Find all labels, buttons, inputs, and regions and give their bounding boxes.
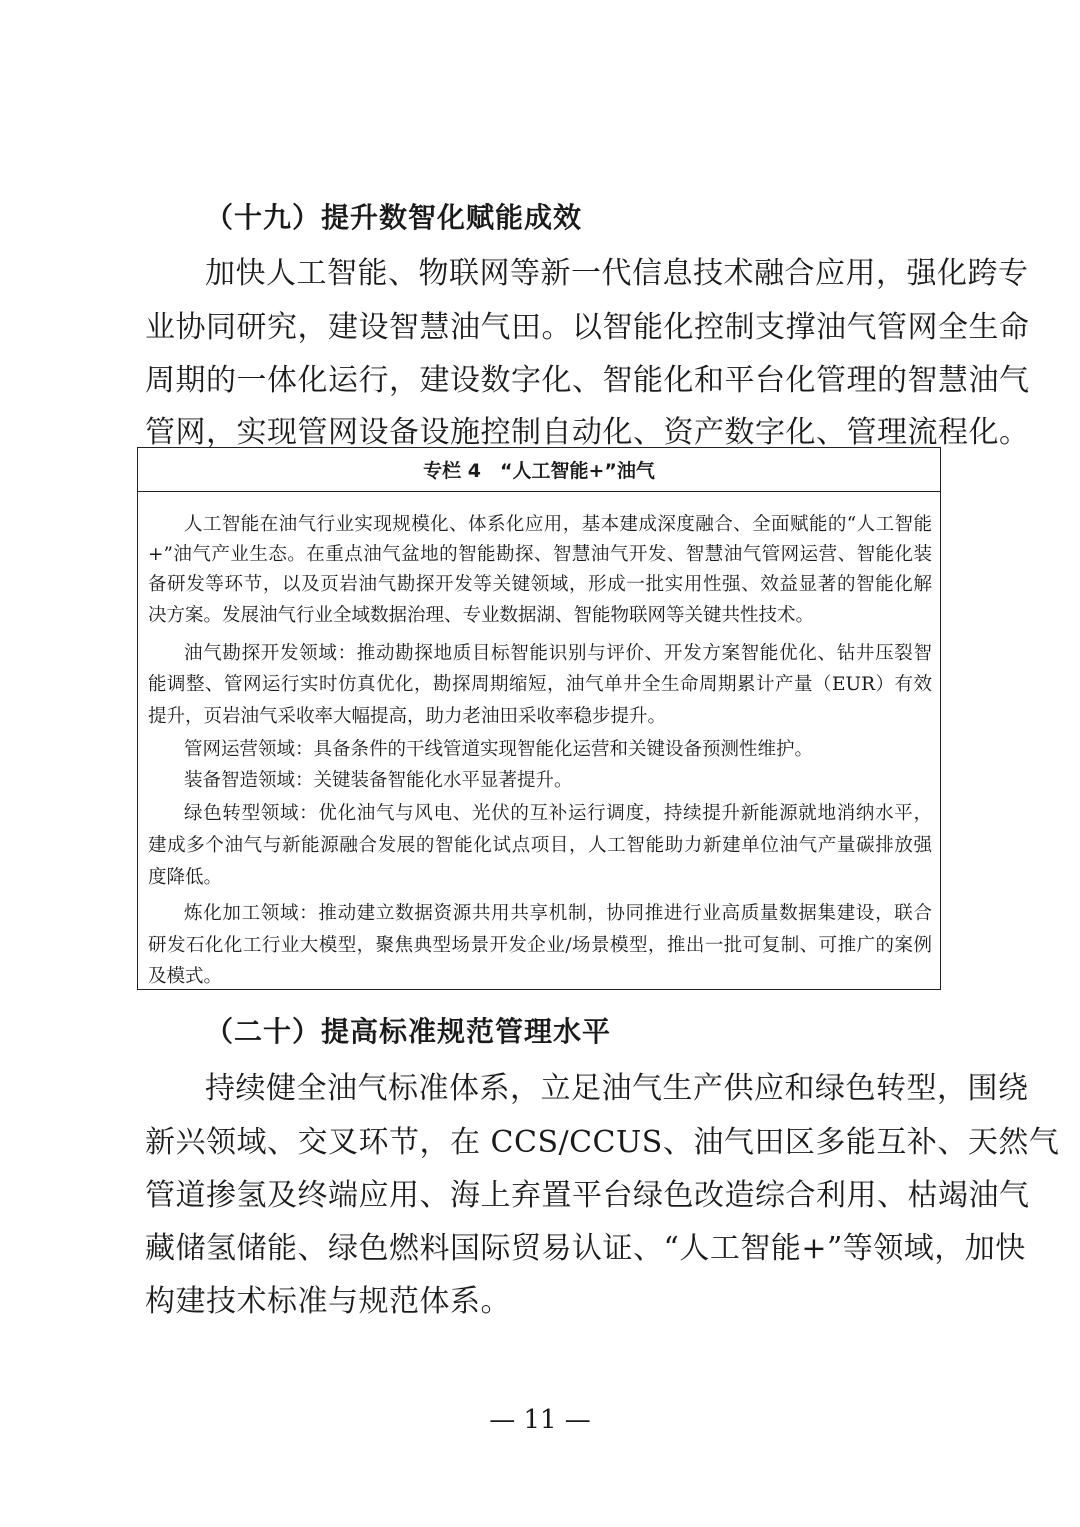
box-item-pipeline-line: 管网运营领域：具备条件的干线管道实现智能化运营和关键设备预测性维护。 xyxy=(184,739,814,760)
section-19-heading: （十九）提升数智化赋能成效 xyxy=(205,201,583,234)
section-20-line-5: 构建技术标准与规范体系。 xyxy=(145,1284,511,1319)
box-intro-line-4: 决方案。发展油气行业全域数据治理、专业数据湖、智能物联网等关键共性技术。 xyxy=(148,605,815,626)
box-item-equipment-label: 装备智造领域： xyxy=(184,770,314,791)
special-column-box xyxy=(137,447,941,990)
box-item-green-line-3: 度降低。 xyxy=(148,867,223,888)
section-20-line-3: 管道掺氢及终端应用、海上弃置平台绿色改造综合利用、枯竭油气 xyxy=(145,1178,1030,1213)
page-number: — 11 — xyxy=(489,1405,591,1435)
section-19-line-4: 管网，实现管网设备设施控制自动化、资产数字化、管理流程化。 xyxy=(145,415,1030,450)
box-item-green-line-1: 绿色转型领域：优化油气与风电、光伏的互补运行调度，持续提升新能源就地消纳水平， xyxy=(184,803,932,824)
box-item-refining-line-1: 炼化加工领域：推动建立数据资源共用共享机制，协同推进行业高质量数据集建设，联合 xyxy=(184,903,932,924)
section-19-line-2: 业协同研究，建设智慧油气田。以智能化控制支撑油气管网全生命 xyxy=(145,310,1030,345)
box-item-refining-line-2: 研发石化化工行业大模型，聚焦典型场景开发企业/场景模型，推出一批可复制、可推广的案例 xyxy=(148,935,932,956)
special-column-title: 专栏 4 “人工智能+”油气 xyxy=(423,460,655,482)
box-item-refining-label: 炼化加工领域： xyxy=(184,903,319,924)
section-19-line-3: 周期的一体化运行，建设数字化、智能化和平台化管理的智慧油气 xyxy=(145,363,1030,398)
box-item-exploration-line-3: 提升，页岩油气采收率大幅提高，助力老油田采收率稳步提升。 xyxy=(148,706,667,727)
box-item-equipment-line: 装备智造领域：关键装备智能化水平显著提升。 xyxy=(184,770,573,791)
box-item-green-line-2: 建成多个油气与新能源融合发展的智能化试点项目，人工智能助力新建单位油气产量碳排放强 xyxy=(148,835,932,856)
box-item-exploration-line-2: 能调整、管网运行实时仿真优化，勘探周期缩短，油气单井全生命周期累计产量（EUR）有效 xyxy=(148,674,932,695)
section-19-line-1: 加快人工智能、物联网等新一代信息技术融合应用，强化跨专 xyxy=(205,256,1029,291)
box-item-green-label: 绿色转型领域： xyxy=(184,803,319,824)
section-20-heading: （二十）提高标准规范管理水平 xyxy=(205,1015,612,1048)
box-item-pipeline-label: 管网运营领域： xyxy=(184,739,314,760)
section-20-line-2: 新兴领域、交叉环节，在 CCS/CCUS、油气田区多能互补、天然气 xyxy=(145,1125,1060,1160)
section-20-line-4: 藏储氢储能、绿色燃料国际贸易认证、“人工智能+”等领域，加快 xyxy=(145,1231,1026,1266)
box-intro-line-1: 人工智能在油气行业实现规模化、体系化应用，基本建成深度融合、全面赋能的“人工智能 xyxy=(184,514,932,535)
box-item-exploration-line-1: 油气勘探开发领域：推动勘探地质目标智能识别与评价、开发方案智能优化、钻井压裂智 xyxy=(184,643,932,664)
box-item-refining-line-3: 及模式。 xyxy=(148,966,223,987)
box-intro-line-2: +”油气产业生态。在重点油气盆地的智能勘探、智慧油气开发、智慧油气管网运营、智能化装 xyxy=(148,544,932,565)
section-20-line-1: 持续健全油气标准体系，立足油气生产供应和绿色转型，围绕 xyxy=(205,1071,1029,1106)
box-item-exploration-label: 油气勘探开发领域： xyxy=(184,643,357,664)
box-intro-line-3: 备研发等环节，以及页岩油气勘探开发等关键领域，形成一批实用性强、效益显著的智能化解 xyxy=(148,574,932,595)
special-column-title-row xyxy=(138,448,940,492)
